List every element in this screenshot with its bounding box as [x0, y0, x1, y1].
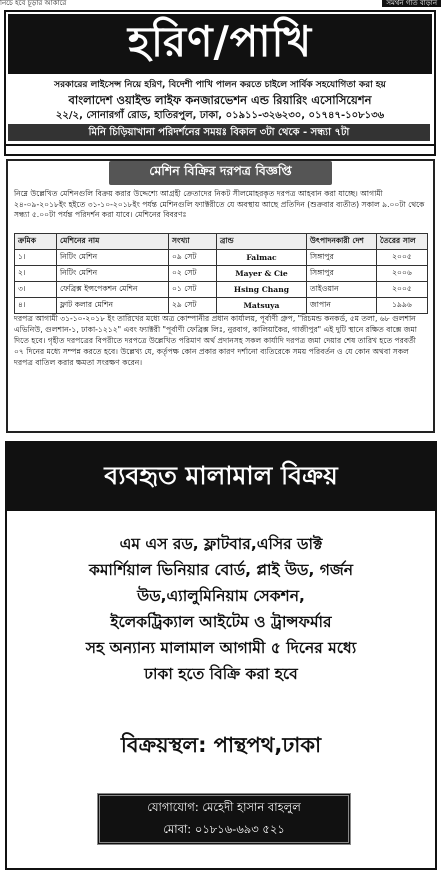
contact-phone: মোবা: ০১৮১৬-৬৯৩ ৫২১ — [163, 822, 285, 836]
cell-year: ২০০৬ — [377, 266, 428, 282]
tender-terms: দরপত্র আগামী ৩১-১০-২০১৮ ইং তারিখের মধ্যে অত্র কোম্পানীর প্রধান কার্যালয়, পূর্বাণী গ্রুপ, "রিচমন্ড কনকর্ড, ৫ম তলা, ৬৮ গুলশান এভিনিউ, গুলশান-১, ঢাকা-১২১২" এবং ফ্যাক্টরী "পূর্বাণী ফেব্রিক্স লিঃ, নুরবাগ, কালিয়াকৈর, গাজীপুর" এই দুটি স্থানে রক্ষিত বাক্সে জমা দিতে হবে। গৃহীত দরপত্রের বিপরীতে দরপত্রে উল্লেখিত পরিমাণ অর্থ প্রদানসহ সকল কার্যাদি দরপত্র জমা দেয়ার শেষ তারিখ হতে পরবর্তী ০৭ দিনের মধ্যে সম্পন্ন করতে হবে। উল্লেখ্য যে, কর্তৃপক্ষ কোন প্রকার কারণ দর্শানো ব্যতিরেকে সময় পরিবর্তন ও যে কোন অথবা সকল দরপত্র বাতিল করার ক্ষমতা সংরক্ষণ করেন। — [14, 314, 417, 367]
cell-quantity: ০৯ সেট — [169, 250, 217, 266]
goods-line: এম এস রড, ফ্লাটবার,এসির ডাক্ট — [119, 535, 323, 553]
col-brand: ব্রান্ড — [217, 234, 307, 250]
cell-serial: ৩। — [15, 282, 57, 298]
cell-serial: ২। — [15, 266, 57, 282]
deer-bird-ad — [4, 10, 436, 156]
cell-country: জাপান — [307, 298, 377, 314]
cell-brand: Hsing Chang — [217, 282, 307, 298]
cell-machine-name: ফেব্রিক্স ইন্সপেকশন মেশিন — [57, 282, 169, 298]
used-goods-title: ব্যবহৃত মালামাল বিক্রয় — [7, 443, 435, 511]
top-strip — [0, 0, 441, 7]
cell-country: তাইওয়ান — [307, 282, 377, 298]
goods-line: উড,এ্যালুমিনিয়াম সেকশন, — [137, 587, 305, 605]
contact-name: যোগাযোগ: মেহেদী হাসান বাহলুল — [147, 800, 301, 814]
sale-location: বিক্রয়স্থল: পান্থপথ,ঢাকা — [120, 733, 322, 757]
table-row — [15, 298, 428, 314]
used-goods-sale-ad — [5, 441, 437, 870]
divider — [6, 144, 434, 146]
cell-machine-name: ফ্লাট কলার মেশিন — [57, 298, 169, 314]
cell-brand: Falmac — [217, 250, 307, 266]
tender-title: মেশিন বিক্রির দরপত্র বিজ্ঞপ্তি — [109, 161, 331, 185]
cell-year: ২০০৫ — [377, 250, 428, 266]
cell-brand: Matsuya — [217, 298, 307, 314]
table-row — [15, 282, 428, 298]
top-strip-right: সমর্থন গতি বাড়ান — [382, 0, 441, 7]
col-country: উৎপাদনকারী দেশ — [307, 234, 377, 250]
cell-machine-name: নিটিং মেশিন — [57, 250, 169, 266]
tender-header — [8, 161, 433, 185]
cell-quantity: ০২ সেট — [169, 266, 217, 282]
deer-bird-license-line: সরকারের লাইসেন্স নিয়ে হরিণ, বিদেশী পাখি পালন করতে চাইলে সার্বিক সহযোগিতা করা হয় — [54, 80, 386, 90]
cell-country: সিঙ্গাপুর — [307, 266, 377, 282]
col-machine-name: মেশিনের নাম — [57, 234, 169, 250]
contact-box — [97, 793, 351, 845]
goods-line: ঢাকা হতে বিক্রি করা হবে — [144, 665, 298, 683]
machine-tender-ad — [6, 159, 435, 433]
table-row — [15, 250, 428, 266]
goods-line: কমার্শিয়াল ভিনিয়ার বোর্ড, প্লাই উড, গর্জন — [88, 561, 354, 579]
cell-quantity: ০১ সেট — [169, 282, 217, 298]
cell-serial: ৪। — [15, 298, 57, 314]
col-serial: ক্রমিক — [15, 234, 57, 250]
cell-machine-name: নিটিং মেশিন — [57, 266, 169, 282]
deer-bird-title: হরিণ/পাখি — [8, 14, 432, 74]
association-name: বাংলাদেশ ওয়াইল্ড লাইফ কনজারভেশন এন্ড রিয়ারিং এসোসিয়েশন — [68, 93, 372, 107]
col-quantity: সংখ্যা — [169, 234, 217, 250]
top-strip-text: নিচে হবে চূড়ার আকারে — [0, 0, 67, 7]
goods-line: সহ অন্যান্য মালামাল আগামী ৫ দিনের মধ্যে — [85, 639, 357, 657]
table-header-row — [15, 234, 428, 250]
cell-serial: ১। — [15, 250, 57, 266]
tender-intro: নিম্নে উল্লেখিত মেশিনগুলি বিক্রয় করার উদ্দেশ্যে আগ্রহী ক্রেতাদের নিকট সীলমোহরকৃত দরপত্র আহবান করা যাচ্ছে। আগামী ২৪-০৯-২০১৮ইং হইতে ৩১-১০-২০১৮ইং পর্যন্ত মেশিনগুলি ফ্যাক্টরীতে যে অবস্থায় আছে প্রতিদিন (শুক্রবার ব্যতীত) সকাল ৯.০০টা থেকে সন্ধ্যা ৫.০০টা পর্যন্ত পরিদর্শন করা যাবে। মেশিনের বিবরণঃ — [14, 189, 425, 219]
table-row — [15, 266, 428, 282]
goods-line: ইলেকট্রিক্যাল আইটেম ও ট্রান্সফর্মার — [110, 613, 332, 631]
cell-brand: Mayer & Cie — [217, 266, 307, 282]
machine-table — [14, 233, 428, 314]
association-address: ২২/২, সোনারগাঁ রোড, হাতিরপুল, ঢাকা, ০১৯১১-৩২৬২৩০, ০১৭৪৭-১০৮১৩৬ — [55, 110, 385, 121]
goods-description — [7, 531, 435, 687]
cell-quantity: ২৯ সেট — [169, 298, 217, 314]
col-year: তৈরের সাল — [377, 234, 428, 250]
cell-year: ২০০৫ — [377, 282, 428, 298]
cell-country: সিঙ্গাপুর — [307, 250, 377, 266]
mini-zoo-visit-hours: মিনি চিড়িয়াখানা পরিদর্শনের সময়ঃ বিকাল ৩টা থেকে - সন্ধ্যা ৭টা — [8, 124, 430, 141]
cell-year: ১৯৯৬ — [377, 298, 428, 314]
